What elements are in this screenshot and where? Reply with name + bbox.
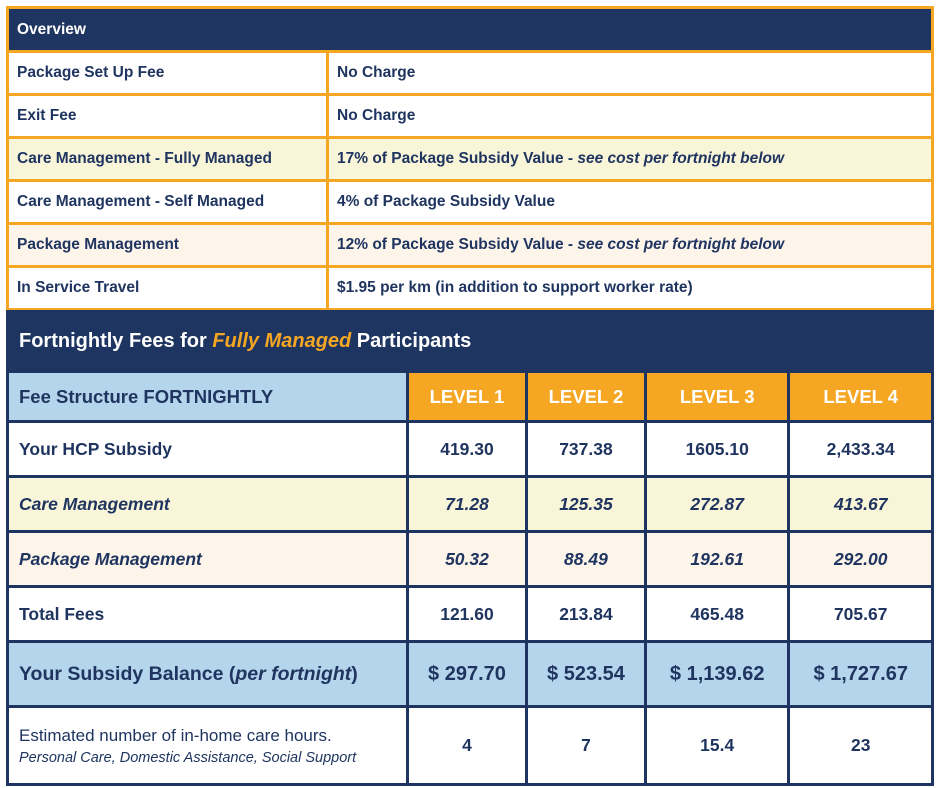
cell-value: 71.28 (408, 477, 527, 532)
fees-title: Fortnightly Fees for Fully Managed Participants (8, 312, 933, 372)
fees-title-row (8, 312, 933, 372)
row-label: Package Management (8, 532, 408, 587)
overview-header: Overview (8, 8, 933, 52)
cell-value: 272.87 (645, 477, 789, 532)
table-row (8, 224, 933, 267)
row-value: 4% of Package Subsidy Value (328, 181, 933, 224)
package-management-row (8, 532, 933, 587)
cell-value: 213.84 (526, 587, 645, 642)
subsidy-row (8, 422, 933, 477)
level-3-header: LEVEL 3 (645, 372, 789, 422)
cell-value: $ 523.54 (526, 642, 645, 707)
row-value: No Charge (328, 95, 933, 138)
level-4-header: LEVEL 4 (789, 372, 933, 422)
care-hours-label: Estimated number of in-home care hours. (19, 725, 332, 745)
overview-header-row (8, 8, 933, 52)
row-label: Total Fees (8, 587, 408, 642)
cell-value: 419.30 (408, 422, 527, 477)
cell-value: 50.32 (408, 532, 527, 587)
table-row (8, 138, 933, 181)
row-label: Care Management - Self Managed (8, 181, 328, 224)
fees-header-row (8, 372, 933, 422)
cell-value: $ 1,139.62 (645, 642, 789, 707)
cell-value: 737.38 (526, 422, 645, 477)
cell-value: 4 (408, 707, 527, 785)
cell-value: 7 (526, 707, 645, 785)
cell-value: 705.67 (789, 587, 933, 642)
care-hours-row (8, 707, 933, 785)
level-2-header: LEVEL 2 (526, 372, 645, 422)
cell-value: 413.67 (789, 477, 933, 532)
row-label: Care Management - Fully Managed (8, 138, 328, 181)
fees-table (6, 310, 934, 786)
row-value: No Charge (328, 52, 933, 95)
cell-value: 292.00 (789, 532, 933, 587)
cell-value: 1605.10 (645, 422, 789, 477)
row-label: Your Subsidy Balance (per fortnight) (8, 642, 408, 707)
cell-value: 2,433.34 (789, 422, 933, 477)
cell-value: 465.48 (645, 587, 789, 642)
row-label: Care Management (8, 477, 408, 532)
row-label: In Service Travel (8, 267, 328, 310)
table-row (8, 52, 933, 95)
cell-value: 121.60 (408, 587, 527, 642)
row-label: Your HCP Subsidy (8, 422, 408, 477)
cell-value: 192.61 (645, 532, 789, 587)
cell-value: $ 297.70 (408, 642, 527, 707)
cell-value: $ 1,727.67 (789, 642, 933, 707)
row-label (8, 707, 408, 785)
cell-value: 125.35 (526, 477, 645, 532)
care-hours-sublabel: Personal Care, Domestic Assistance, Social Support (19, 749, 357, 766)
row-label: Package Management (8, 224, 328, 267)
row-note: see cost per fortnight below (577, 150, 785, 167)
table-row (8, 267, 933, 310)
care-management-row (8, 477, 933, 532)
row-value: 17% of Package Subsidy Value - see cost per fortnight below (328, 138, 933, 181)
row-value: 12% of Package Subsidy Value - see cost per fortnight below (328, 224, 933, 267)
row-label: Exit Fee (8, 95, 328, 138)
cell-value: 15.4 (645, 707, 789, 785)
total-fees-row (8, 587, 933, 642)
overview-table (6, 6, 934, 311)
table-row (8, 181, 933, 224)
row-label: Package Set Up Fee (8, 52, 328, 95)
row-value: $1.95 per km (in addition to support worker rate) (328, 267, 933, 310)
fee-structure-label: Fee Structure FORTNIGHTLY (8, 372, 408, 422)
cell-value: 88.49 (526, 532, 645, 587)
level-1-header: LEVEL 1 (408, 372, 527, 422)
row-note: see cost per fortnight below (577, 236, 785, 253)
cell-value: 23 (789, 707, 933, 785)
subsidy-balance-row (8, 642, 933, 707)
table-row (8, 95, 933, 138)
